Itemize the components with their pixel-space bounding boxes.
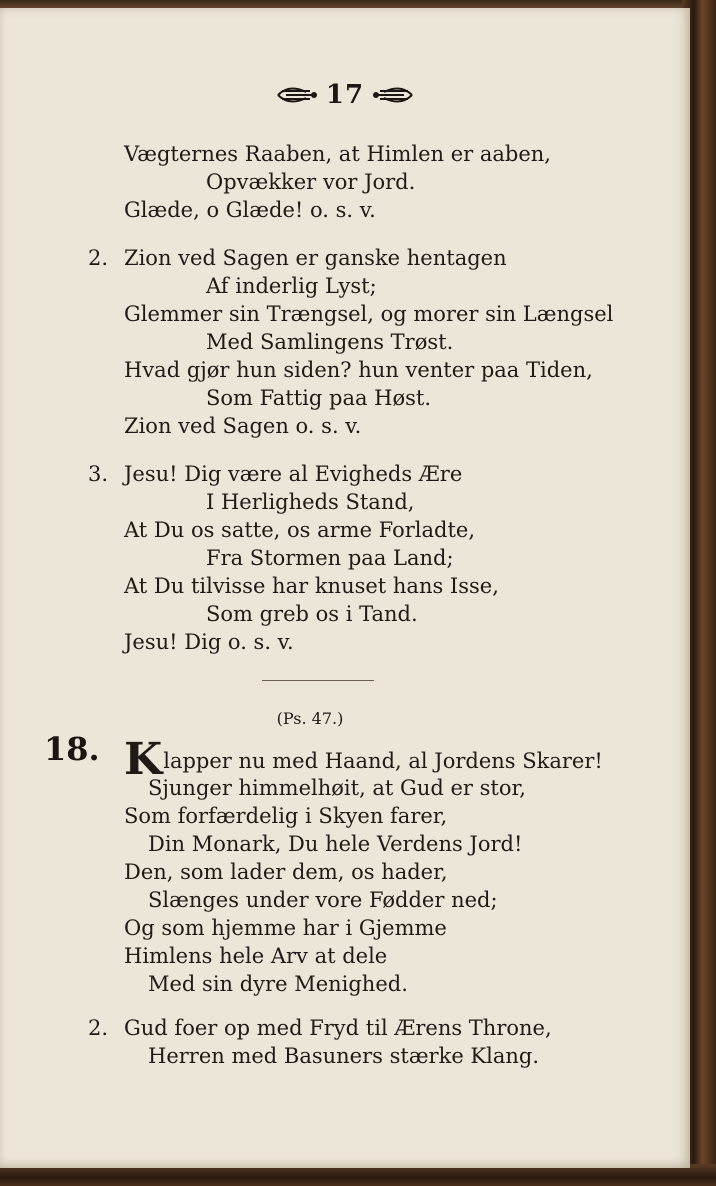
text-line: Og som hjemme har i Gjemme (124, 916, 447, 940)
hymn-first-line (124, 734, 603, 785)
verse-number: 2. (88, 1016, 109, 1040)
text-line: Jesu! Dig o. s. v. (124, 630, 294, 654)
text-line: Som forfærdelig i Skyen farer, (124, 804, 448, 828)
drop-cap: K (124, 734, 163, 785)
text-line: Med Samlingens Trøst. (206, 330, 454, 354)
page-header (0, 80, 690, 110)
text-line: Hvad gjør hun siden? hun venter paa Tiden, (124, 358, 593, 382)
text-line: Som greb os i Tand. (206, 602, 418, 626)
verse-number: 3. (88, 462, 109, 486)
text-line: Himlens hele Arv at dele (124, 944, 388, 968)
text-line: Din Monark, Du hele Verdens Jord! (148, 832, 523, 856)
psalm-reference: (Ps. 47.) (276, 709, 344, 728)
verse-number: 2. (88, 246, 109, 270)
left-ornament-icon (276, 84, 320, 106)
text-line: At Du tilvisse har knuset hans Isse, (124, 574, 499, 598)
text-line: I Herligheds Stand, (206, 490, 415, 514)
text-line: Jesu! Dig være al Evigheds Ære (124, 462, 463, 486)
text-line: Fra Stormen paa Land; (206, 546, 454, 570)
text-line: Sjunger himmelhøit, at Gud er stor, (148, 776, 526, 800)
text-line: Slænges under vore Fødder ned; (148, 888, 498, 912)
text-line: Gud foer op med Fryd til Ærens Throne, (124, 1016, 552, 1040)
section-divider (262, 680, 374, 681)
hymn-number: 18. (44, 730, 100, 768)
text-line: Zion ved Sagen o. s. v. (124, 414, 362, 438)
text-line: Den, som lader dem, os hader, (124, 860, 448, 884)
text-line: Zion ved Sagen er ganske hentagen (124, 246, 507, 270)
right-ornament-icon (370, 84, 414, 106)
text-line: Opvækker vor Jord. (206, 170, 416, 194)
text-line: Glemmer sin Trængsel, og morer sin Længsel (124, 302, 614, 326)
first-line-text: lapper nu med Haand, al Jordens Skarer! (163, 749, 603, 773)
text-line: Glæde, o Glæde! o. s. v. (124, 198, 376, 222)
text-line: At Du os satte, os arme Forladte, (124, 518, 475, 542)
page-number: 17 (325, 80, 365, 110)
text-line: Som Fattig paa Høst. (206, 386, 432, 410)
text-line: Herren med Basuners stærke Klang. (148, 1044, 539, 1068)
text-line: Med sin dyre Menighed. (148, 972, 408, 996)
text-line: Vægternes Raaben, at Himlen er aaben, (124, 142, 551, 166)
book-page (0, 8, 690, 1168)
text-line: Af inderlig Lyst; (206, 274, 377, 298)
